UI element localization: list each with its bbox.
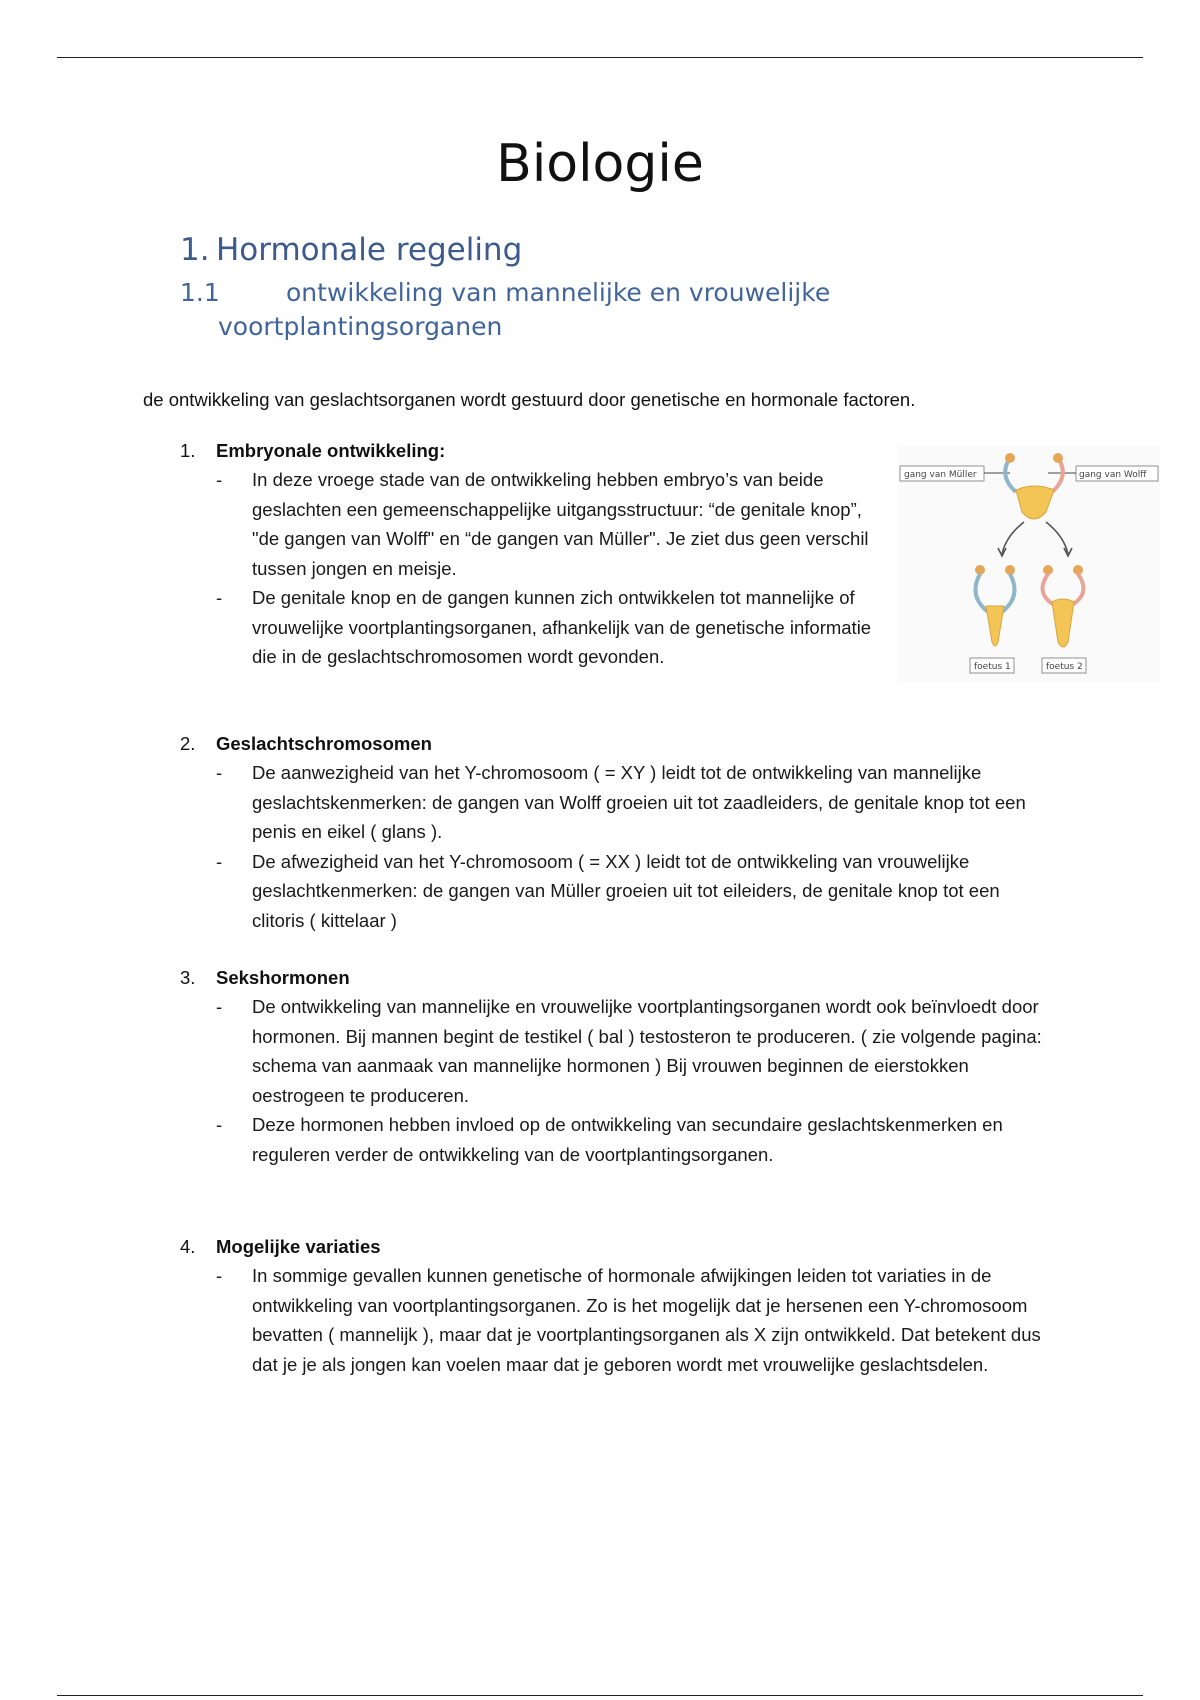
label-muller: gang van Müller <box>904 470 977 480</box>
section-heading <box>180 436 880 465</box>
heading-2-number: 1.1 <box>180 278 220 307</box>
genital-bud <box>1016 486 1054 519</box>
section-number: 1. <box>180 440 196 461</box>
embryo-diagram <box>898 446 1160 682</box>
section-title: Geslachtschromosomen <box>216 733 432 754</box>
section-title: Mogelijke variaties <box>216 1236 381 1257</box>
heading-2-line2: voortplantingsorganen <box>218 312 503 341</box>
section-embryonale-ontwikkeling <box>180 436 880 672</box>
heading-2-line1: ontwikkeling van mannelijke en vrouwelijke <box>286 278 831 307</box>
section-title: Embryonale ontwikkeling: <box>216 440 446 461</box>
bottom-rule <box>57 1695 1143 1696</box>
bullet-item: - De ontwikkeling van mannelijke en vrouwelijke voortplantingsorganen wordt ook beïnvloedt door hormonen. Bij mannen begint de testikel ( bal ) testosteron te produceren. ( zie volgende pagina: schema van aanmaak van mannelijke hormonen ) Bij vrouwen beginnen de eierstokken oestrogeen te produceren. <box>180 992 1050 1110</box>
page-title: Biologie <box>496 134 704 194</box>
section-heading <box>180 729 1050 758</box>
bullet-list <box>180 1261 1050 1379</box>
heading-2 <box>180 276 940 344</box>
bullet-item: - De aanwezigheid van het Y-chromosoom ( = XY ) leidt tot de ontwikkeling van mannelijke geslachtskenmerken: de gangen van Wolff groeien uit tot zaadleiders, de genitale knop tot een penis en eikel ( glans ). <box>180 758 1050 847</box>
section-heading <box>180 963 1050 992</box>
bullet-item: - In sommige gevallen kunnen genetische of hormonale afwijkingen leiden tot variaties in de ontwikkeling van voortplantingsorganen. Zo is het mogelijk dat je hersenen een Y-chromosoom bevatten ( mannelijk ), maar dat je voortplantingsorganen als X zijn ontwikkeld. Dat betekent dus dat je je als jongen kan voelen maar dat je geboren wordt met vrouwelijke geslachtsdelen. <box>180 1261 1050 1379</box>
bullet-list <box>180 992 1050 1169</box>
intro-paragraph: de ontwikkeling van geslachtsorganen wordt gestuurd door genetische en hormonale factoren. <box>143 389 916 410</box>
section-sekshormonen <box>180 963 1050 1169</box>
foetus2-organ <box>1052 599 1074 647</box>
embryo-development-figure <box>898 446 1160 682</box>
section-number: 2. <box>180 733 196 754</box>
section-number: 4. <box>180 1236 196 1257</box>
label-foetus2: foetus 2 <box>1046 662 1083 672</box>
section-heading <box>180 1232 1050 1261</box>
section-geslachtschromosomen <box>180 729 1050 935</box>
section-title: Sekshormonen <box>216 967 350 988</box>
bullet-item: - De afwezigheid van het Y-chromosoom ( = XX ) leidt tot de ontwikkeling van vrouwelijke geslachtkenmerken: de gangen van Müller groeien uit tot eileiders, de genitale knop tot een clitoris ( kittelaar ) <box>180 847 1050 936</box>
bullet-item: - In deze vroege stade van de ontwikkeling hebben embryo’s van beide geslachten een gemeenschappelijke uitgangsstructuur: “de genitale knop”, "de gangen van Wolff" en “de gangen van Müller". Je ziet dus geen verschil tussen jongen en meisje. <box>180 465 880 583</box>
heading-1-text: Hormonale regeling <box>216 232 523 268</box>
bullet-list <box>180 758 1050 935</box>
heading-1 <box>180 232 522 269</box>
top-rule <box>57 57 1143 58</box>
section-number: 3. <box>180 967 196 988</box>
bullet-list <box>180 465 880 672</box>
bullet-item: - Deze hormonen hebben invloed op de ontwikkeling van secundaire geslachtskenmerken en reguleren verder de ontwikkeling van de voortplantingsorganen. <box>180 1110 1050 1169</box>
label-foetus1: foetus 1 <box>974 662 1011 672</box>
bullet-item: - De genitale knop en de gangen kunnen zich ontwikkelen tot mannelijke of vrouwelijke voortplantingsorganen, afhankelijk van de genetische informatie die in de geslachtschromosomen wordt gevonden. <box>180 583 880 672</box>
foetus1-organ <box>986 606 1004 646</box>
section-mogelijke-variaties <box>180 1232 1050 1379</box>
label-wolff: gang van Wolff <box>1079 470 1147 480</box>
heading-1-number: 1. <box>180 232 210 268</box>
